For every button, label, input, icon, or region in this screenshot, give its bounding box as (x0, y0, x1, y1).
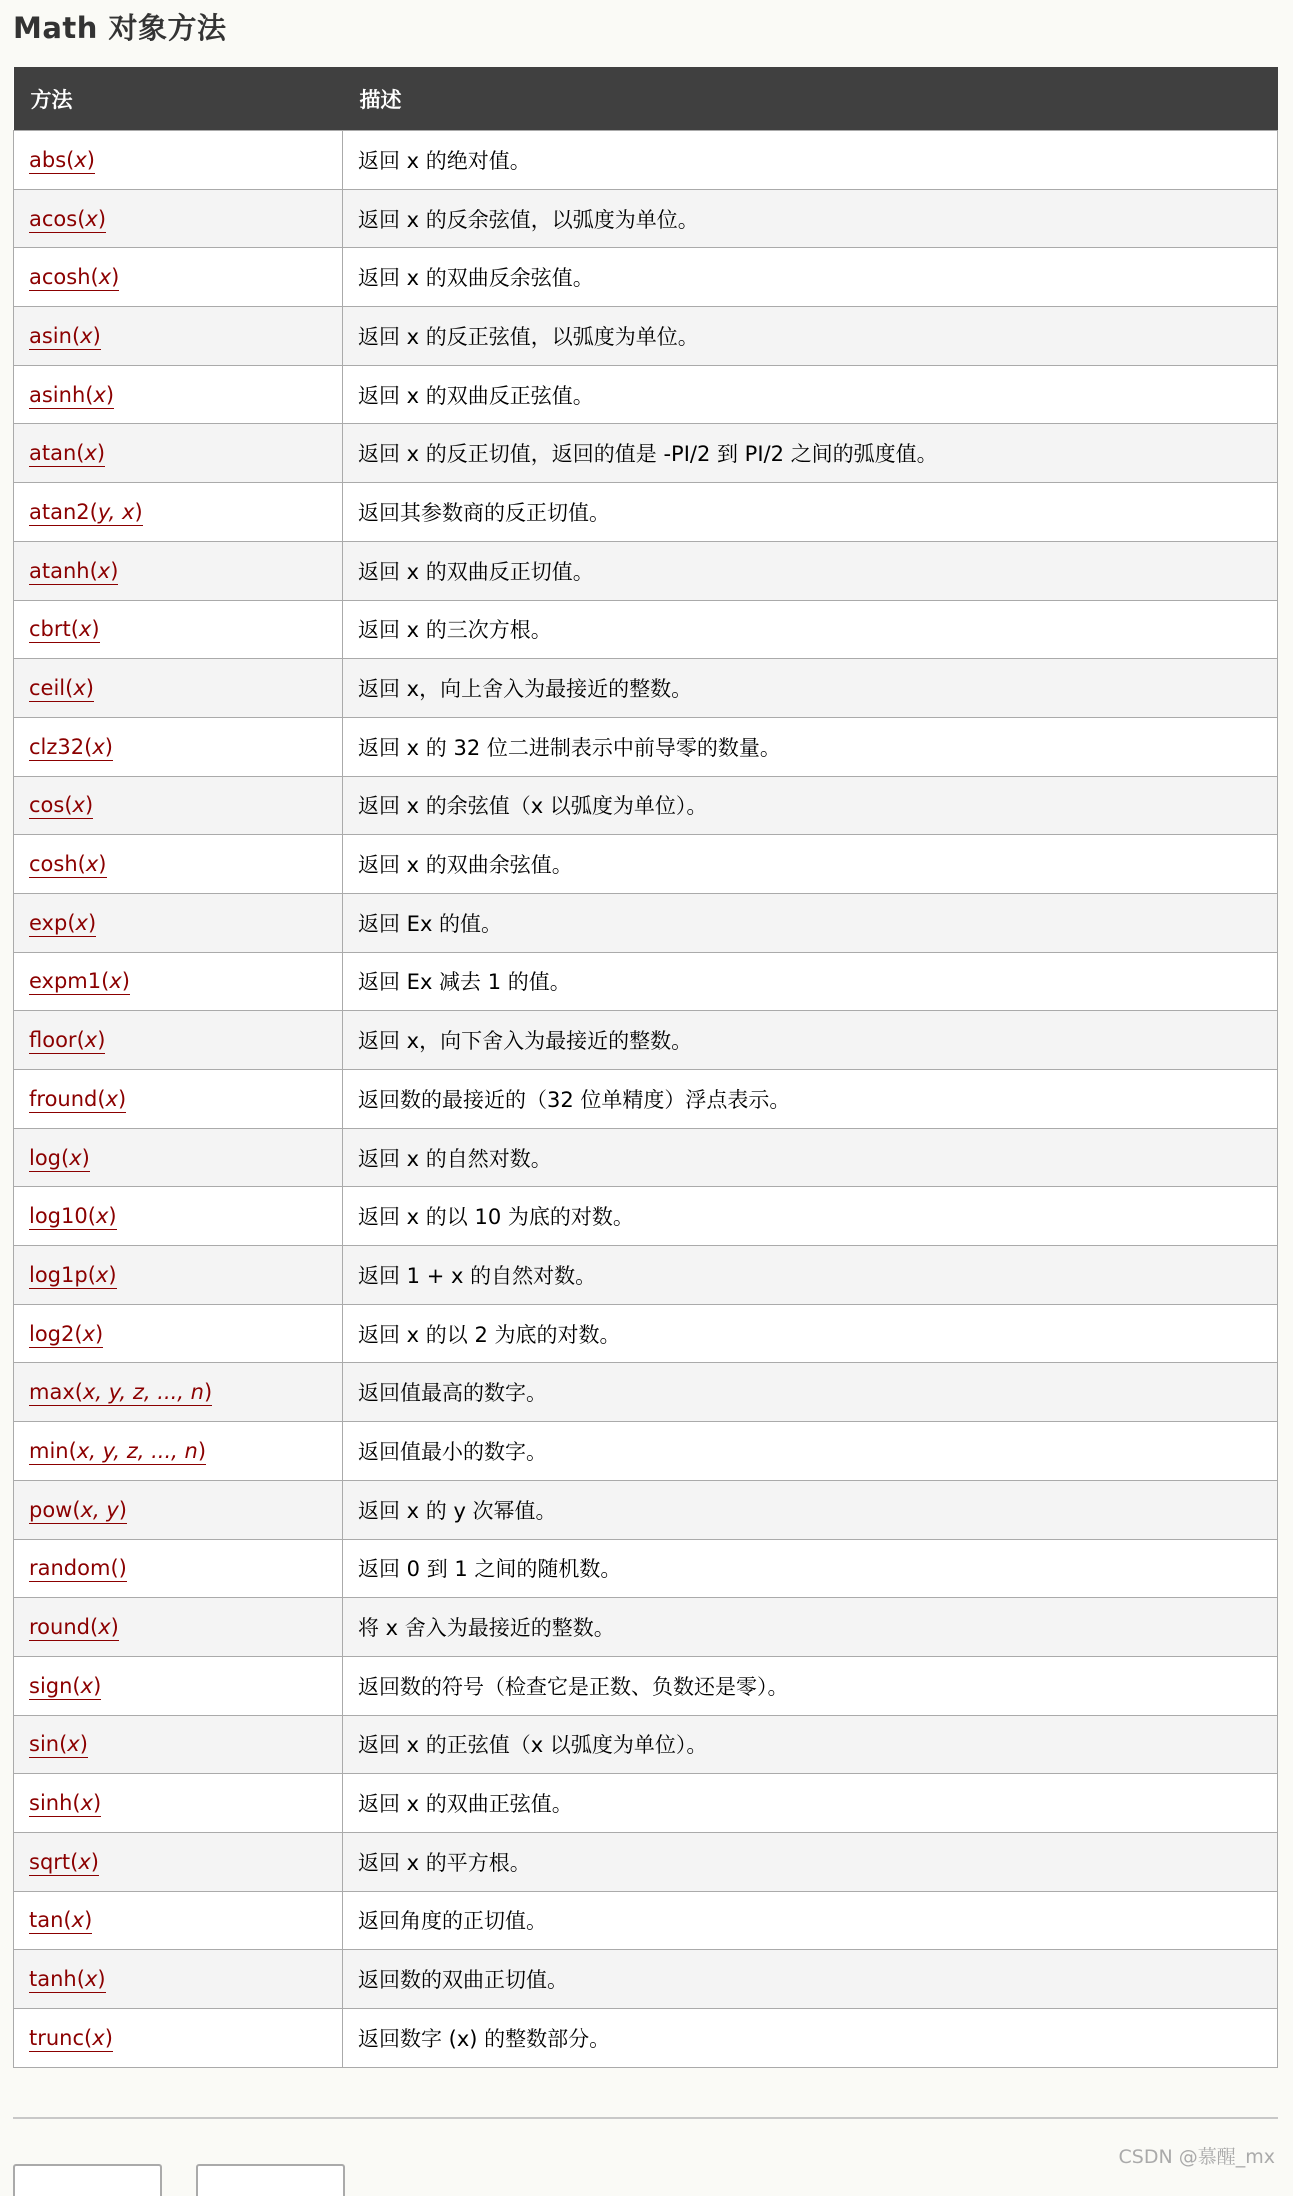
method-link-log1p[interactable]: log1p(x) (29, 1262, 117, 1287)
method-name: acos (29, 206, 78, 231)
method-link-asinh[interactable]: asinh(x) (29, 382, 115, 407)
method-args: x (80, 1673, 94, 1698)
method-args: x (95, 1204, 109, 1229)
method-cell (14, 1539, 343, 1598)
method-link-trunc[interactable]: trunc(x) (29, 2025, 113, 2050)
method-link-round[interactable]: round(x) (29, 1615, 119, 1640)
method-cell (14, 835, 343, 894)
method-link-sqrt[interactable]: sqrt(x) (29, 1849, 99, 1874)
description-cell: 返回 x 的双曲反正弦值。 (343, 365, 1278, 424)
table-row (14, 1832, 1278, 1891)
method-name: atanh (29, 558, 90, 583)
method-args: x, y, z, ..., n (82, 1380, 204, 1405)
method-name: exp (29, 910, 68, 935)
previous-page-button[interactable] (13, 2164, 162, 2196)
table-row (14, 365, 1278, 424)
method-link-cos[interactable]: cos(x) (29, 793, 94, 818)
method-cell (14, 307, 343, 366)
method-name: round (29, 1615, 90, 1640)
method-name: log1p (29, 1262, 88, 1287)
table-row (14, 424, 1278, 483)
description-cell: 返回角度的正切值。 (343, 1891, 1278, 1950)
method-args: x (69, 1145, 82, 1170)
method-name: trunc (29, 2025, 85, 2050)
table-row (14, 600, 1278, 659)
method-args: x (73, 676, 86, 701)
method-args: x (85, 206, 98, 231)
description-cell: 返回值最小的数字。 (343, 1422, 1278, 1481)
watermark: CSDN @慕醒_mx (1118, 2146, 1275, 2168)
method-name: random (29, 1556, 111, 1581)
description-cell: 返回数字 (x) 的整数部分。 (343, 2009, 1278, 2068)
table-row (14, 1656, 1278, 1715)
description-cell: 返回 x 的双曲正弦值。 (343, 1774, 1278, 1833)
table-row (14, 717, 1278, 776)
method-link-asin[interactable]: asin(x) (29, 323, 101, 348)
method-link-pow[interactable]: pow(x, y) (29, 1497, 127, 1522)
page-title: Math 对象方法 (13, 11, 227, 45)
description-cell: 返回 x 的反正切值，返回的值是 -PI/2 到 PI/2 之间的弧度值。 (343, 424, 1278, 483)
method-args: x (84, 1028, 98, 1053)
next-page-button[interactable] (196, 2164, 345, 2196)
method-link-ceil[interactable]: ceil(x) (29, 676, 94, 701)
method-cell (14, 1774, 343, 1833)
table-row (14, 248, 1278, 307)
description-cell: 返回 x 的绝对值。 (343, 131, 1278, 190)
method-link-floor[interactable]: floor(x) (29, 1028, 106, 1053)
table-row (14, 1715, 1278, 1774)
method-args: x (84, 441, 97, 466)
method-args: x, y (80, 1497, 119, 1522)
method-link-log10[interactable]: log10(x) (29, 1204, 117, 1229)
description-cell: 返回 x 的以 10 为底的对数。 (343, 1187, 1278, 1246)
table-row (14, 1011, 1278, 1070)
method-name: cbrt (29, 617, 71, 642)
method-cell (14, 2009, 343, 2068)
method-cell (14, 365, 343, 424)
method-cell (14, 1070, 343, 1129)
table-row (14, 1422, 1278, 1481)
method-name: atan (29, 441, 77, 466)
description-cell: 返回 x 的平方根。 (343, 1832, 1278, 1891)
table-row (14, 541, 1278, 600)
method-link-cosh[interactable]: cosh(x) (29, 852, 107, 877)
table-row (14, 835, 1278, 894)
method-args: x (84, 1967, 98, 1992)
method-name: sqrt (29, 1849, 71, 1874)
method-link-sinh[interactable]: sinh(x) (29, 1791, 102, 1816)
method-args: x (98, 1615, 111, 1640)
method-cell (14, 1832, 343, 1891)
description-cell: 返回 x 的双曲反余弦值。 (343, 248, 1278, 307)
method-name: sin (29, 1732, 60, 1757)
method-link-cbrt[interactable]: cbrt(x) (29, 617, 100, 642)
description-cell: 返回 Ex 减去 1 的值。 (343, 952, 1278, 1011)
method-cell (14, 1304, 343, 1363)
description-cell: 返回 x 的正弦值（x 以弧度为单位）。 (343, 1715, 1278, 1774)
method-link-sign[interactable]: sign(x) (29, 1673, 102, 1698)
method-args: x (109, 969, 122, 994)
method-args: x (74, 147, 87, 172)
method-link-atanh[interactable]: atanh(x) (29, 558, 119, 583)
method-name: tanh (29, 1967, 77, 1992)
method-name: asin (29, 323, 72, 348)
method-link-exp[interactable]: exp(x) (29, 910, 97, 935)
method-name: fround (29, 1086, 98, 1111)
table-row (14, 307, 1278, 366)
method-link-log[interactable]: log(x) (29, 1145, 90, 1170)
method-name: abs (29, 147, 67, 172)
method-cell (14, 1598, 343, 1657)
method-cell (14, 893, 343, 952)
table-row (14, 1070, 1278, 1129)
description-cell: 返回值最高的数字。 (343, 1363, 1278, 1422)
table-row (14, 131, 1278, 190)
table-header (14, 67, 1278, 131)
method-name: clz32 (29, 734, 85, 759)
method-args: x (105, 1086, 119, 1111)
table-row (14, 483, 1278, 542)
table-row (14, 776, 1278, 835)
description-cell: 将 x 舍入为最接近的整数。 (343, 1598, 1278, 1657)
table-row (14, 1480, 1278, 1539)
description-cell: 返回 x 的反余弦值，以弧度为单位。 (343, 189, 1278, 248)
method-args: x, y, z, ..., n (76, 1438, 198, 1463)
method-args: x (85, 852, 99, 877)
description-cell: 返回数的双曲正切值。 (343, 1950, 1278, 2009)
method-args: x (92, 2025, 105, 2050)
method-cell (14, 1363, 343, 1422)
description-cell: 返回 Ex 的值。 (343, 893, 1278, 952)
description-cell: 返回 x 的双曲反正切值。 (343, 541, 1278, 600)
description-cell: 返回 x 的反正弦值，以弧度为单位。 (343, 307, 1278, 366)
method-args: y, x (97, 499, 135, 524)
method-link-abs[interactable]: abs(x) (29, 147, 95, 172)
method-link-tan[interactable]: tan(x) (29, 1908, 93, 1933)
method-args: x (93, 382, 106, 407)
method-name: cosh (29, 852, 78, 877)
method-cell (14, 776, 343, 835)
divider (13, 2117, 1278, 2119)
table-row (14, 189, 1278, 248)
description-cell: 返回 x 的余弦值（x 以弧度为单位）。 (343, 776, 1278, 835)
method-name: atan2 (29, 499, 90, 524)
method-name: acosh (29, 265, 91, 290)
method-args: x (82, 1321, 96, 1346)
method-cell (14, 1656, 343, 1715)
method-cell (14, 248, 343, 307)
method-link-clz32[interactable]: clz32(x) (29, 734, 113, 759)
method-cell (14, 1128, 343, 1187)
method-cell (14, 1950, 343, 2009)
table-row (14, 893, 1278, 952)
method-link-acos[interactable]: acos(x) (29, 206, 107, 231)
description-cell: 返回其参数商的反正切值。 (343, 483, 1278, 542)
method-args: x (78, 617, 92, 642)
description-cell: 返回 x 的双曲余弦值。 (343, 835, 1278, 894)
method-cell (14, 189, 343, 248)
description-cell: 返回 1 + x 的自然对数。 (343, 1246, 1278, 1305)
table-row (14, 1187, 1278, 1246)
method-link-acosh[interactable]: acosh(x) (29, 265, 120, 290)
method-args: x (71, 1908, 85, 1933)
method-name: cos (29, 793, 65, 818)
description-cell: 返回 x，向下舍入为最接近的整数。 (343, 1011, 1278, 1070)
description-cell: 返回 x 的三次方根。 (343, 600, 1278, 659)
method-cell (14, 483, 343, 542)
method-cell (14, 541, 343, 600)
method-link-tanh[interactable]: tanh(x) (29, 1967, 106, 1992)
method-name: sign (29, 1673, 73, 1698)
method-args: x (72, 793, 85, 818)
math-methods-table (13, 67, 1278, 2068)
method-args: x (97, 558, 111, 583)
method-args: x (80, 1791, 94, 1816)
table-row (14, 1363, 1278, 1422)
table-row (14, 659, 1278, 718)
method-args: x (98, 265, 112, 290)
method-name: log10 (29, 1204, 88, 1229)
method-args: x (67, 1732, 80, 1757)
method-link-max[interactable]: max(x, y, z, ..., n) (29, 1380, 213, 1405)
method-name: floor (29, 1028, 77, 1053)
method-cell (14, 1011, 343, 1070)
method-name: sinh (29, 1791, 73, 1816)
method-cell (14, 1422, 343, 1481)
method-name: max (29, 1380, 75, 1405)
method-name: tan (29, 1908, 64, 1933)
method-args: x (75, 910, 88, 935)
method-args: x (78, 1849, 91, 1874)
table-row (14, 1891, 1278, 1950)
method-cell (14, 952, 343, 1011)
description-cell: 返回数的最接近的（32 位单精度）浮点表示。 (343, 1070, 1278, 1129)
table-row (14, 1246, 1278, 1305)
method-name: pow (29, 1497, 73, 1522)
method-cell (14, 717, 343, 776)
method-cell (14, 1891, 343, 1950)
method-name: asinh (29, 382, 86, 407)
table-row (14, 1950, 1278, 2009)
description-cell: 返回 x 的 y 次幂值。 (343, 1480, 1278, 1539)
method-link-expm1[interactable]: expm1(x) (29, 969, 130, 994)
method-args: x (80, 323, 93, 348)
method-args: x (92, 734, 105, 759)
method-cell (14, 659, 343, 718)
method-name: ceil (29, 676, 66, 701)
method-link-sin[interactable]: sin(x) (29, 1732, 88, 1757)
method-link-fround[interactable]: fround(x) (29, 1086, 127, 1111)
table-row (14, 2009, 1278, 2068)
method-cell (14, 1187, 343, 1246)
description-cell: 返回 x 的自然对数。 (343, 1128, 1278, 1187)
method-link-min[interactable]: min(x, y, z, ..., n) (29, 1438, 207, 1463)
table-row (14, 1128, 1278, 1187)
method-link-random[interactable]: random() (29, 1556, 127, 1581)
method-link-atan[interactable]: atan(x) (29, 441, 106, 466)
method-args: x (95, 1262, 109, 1287)
description-cell: 返回 x 的 32 位二进制表示中前导零的数量。 (343, 717, 1278, 776)
method-cell (14, 1246, 343, 1305)
method-cell (14, 424, 343, 483)
method-cell (14, 1715, 343, 1774)
table-row (14, 952, 1278, 1011)
description-cell: 返回 x，向上舍入为最接近的整数。 (343, 659, 1278, 718)
table-row (14, 1774, 1278, 1833)
table-row (14, 1539, 1278, 1598)
column-header-description: 描述 (343, 67, 1278, 131)
method-cell (14, 600, 343, 659)
method-name: min (29, 1438, 69, 1463)
description-cell: 返回 0 到 1 之间的随机数。 (343, 1539, 1278, 1598)
method-name: log2 (29, 1321, 75, 1346)
method-name: log (29, 1145, 62, 1170)
column-header-method: 方法 (14, 67, 343, 131)
method-link-log2[interactable]: log2(x) (29, 1321, 104, 1346)
table-row (14, 1304, 1278, 1363)
method-cell (14, 1480, 343, 1539)
method-cell (14, 131, 343, 190)
method-name: expm1 (29, 969, 102, 994)
method-link-atan2[interactable]: atan2(y, x) (29, 499, 143, 524)
table-row (14, 1598, 1278, 1657)
description-cell: 返回数的符号（检查它是正数、负数还是零）。 (343, 1656, 1278, 1715)
description-cell: 返回 x 的以 2 为底的对数。 (343, 1304, 1278, 1363)
